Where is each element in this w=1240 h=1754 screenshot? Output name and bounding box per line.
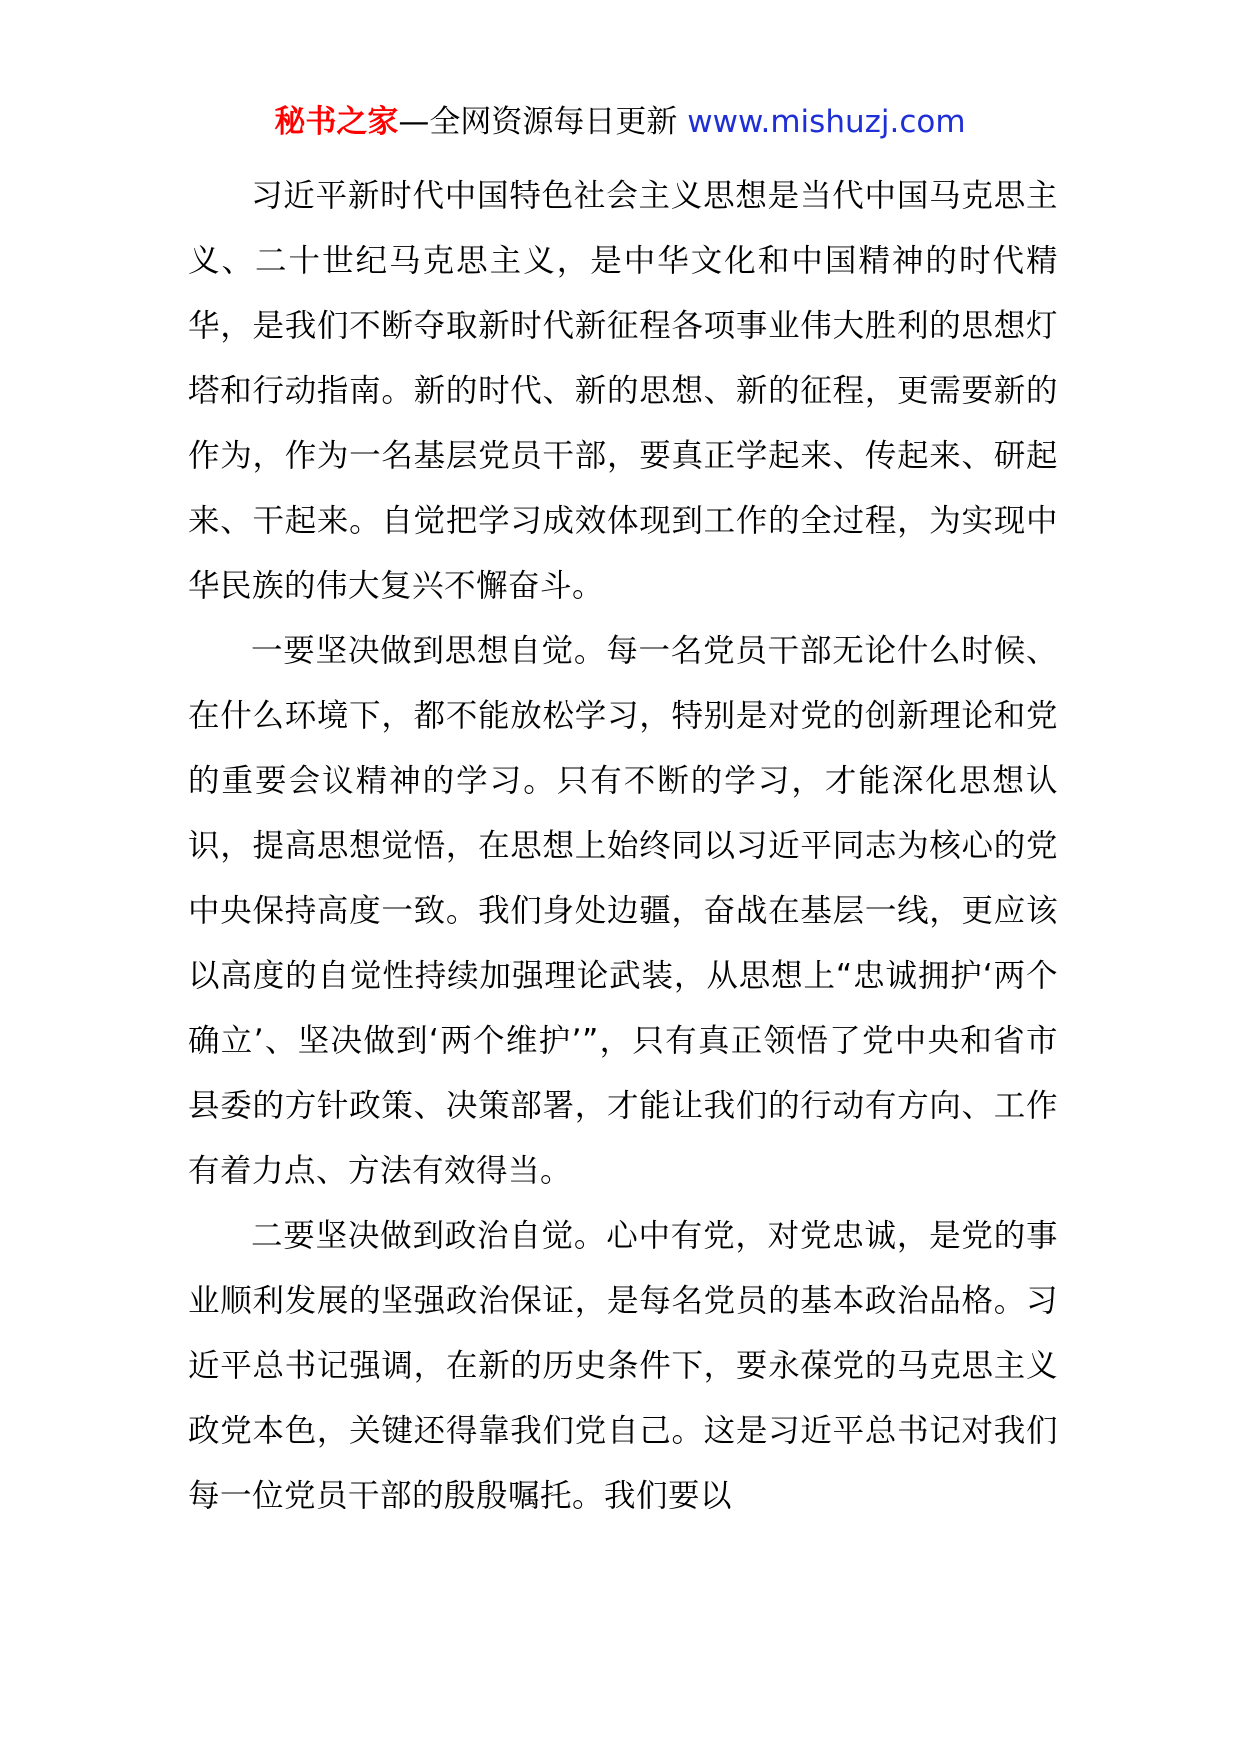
watermark-header bbox=[0, 100, 1240, 144]
document-body bbox=[188, 164, 1058, 1529]
paragraph-ideological-awareness: 一要坚决做到思想自觉。每一名党员干部无论什么时候、在什么环境下，都不能放松学习，特别是对党的创新理论和党的重要会议精神的学习。只有不断的学习，才能深化思想认识，提高思想觉悟，在思想上始终同以习近平同志为核心的党中央保持高度一致。我们身处边疆，奋战在基层一线，更应该以高度的自觉性持续加强理论武装，从思想上“忠诚拥护‘两个确立’、坚决做到‘两个维护’”，只有真正领悟了党中央和省市县委的方针政策、决策部署，才能让我们的行动有方向、工作有着力点、方法有效得当。 bbox=[188, 633, 1058, 1189]
paragraph-political-awareness: 二要坚决做到政治自觉。心中有党，对党忠诚，是党的事业顺利发展的坚强政治保证，是每名党员的基本政治品格。习近平总书记强调，在新的历史条件下，要永葆党的马克思主义政党本色，关键还得靠我们党自己。这是习近平总书记对我们每一位党员干部的殷殷嘱托。我们要以 bbox=[188, 1218, 1058, 1514]
site-url-link[interactable]: www.mishuzj.com bbox=[687, 104, 966, 140]
paragraph-intro: 习近平新时代中国特色社会主义思想是当代中国马克思主义、二十世纪马克思主义，是中华文化和中国精神的时代精华，是我们不断夺取新时代新征程各项事业伟大胜利的思想灯塔和行动指南。新的时代、新的思想、新的征程，更需要新的作为，作为一名基层党员干部，要真正学起来、传起来、研起来、干起来。自觉把学习成效体现到工作的全过程，为实现中华民族的伟大复兴不懈奋斗。 bbox=[188, 178, 1058, 604]
brand-name: 秘书之家 bbox=[274, 104, 399, 140]
header-tagline: —全网资源每日更新 bbox=[398, 104, 688, 140]
